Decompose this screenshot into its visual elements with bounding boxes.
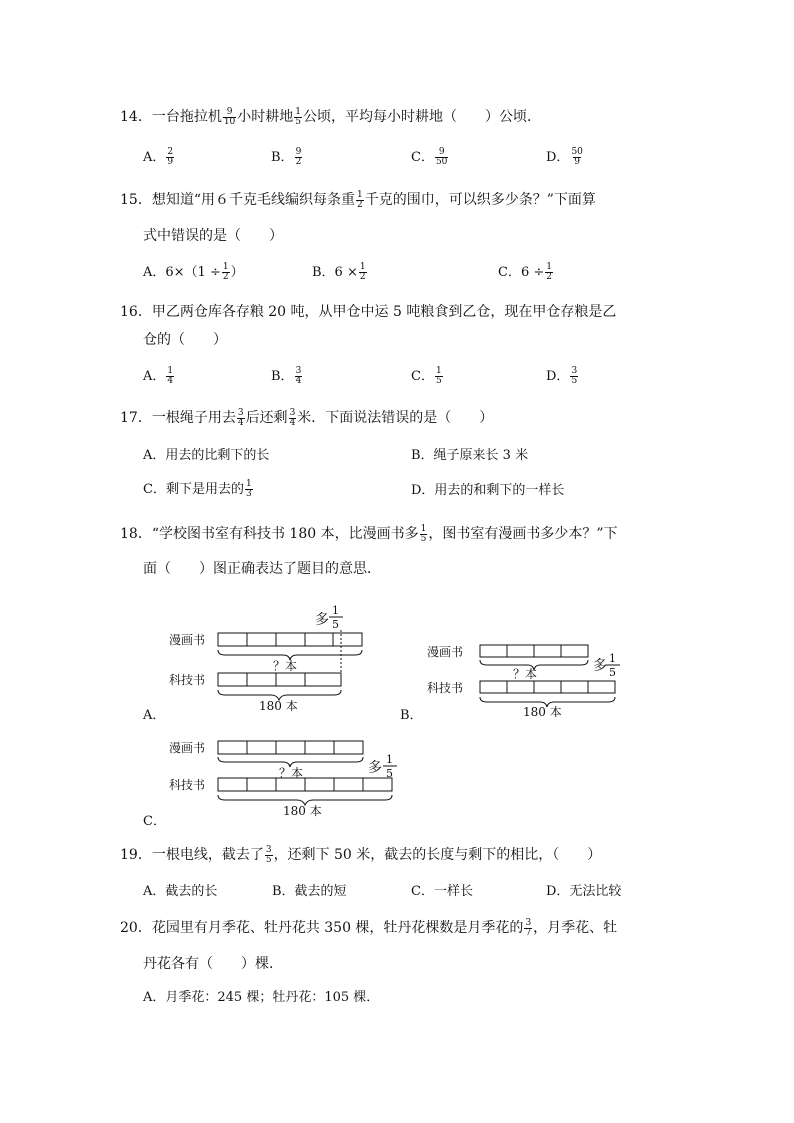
q19-option-d[interactable]: D．无法比较 (546, 884, 622, 899)
svg-text:1: 1 (609, 652, 616, 665)
q17-stem: 17．一根绳子用去 $\frac{3}{4}$ 后还剩 $\frac{3}{4}$ 米．下面说法错误的是（ ） (120, 407, 494, 428)
svg-text:？本: ？本 (279, 766, 304, 780)
q19-option-a[interactable]: A．截去的长 (143, 884, 218, 899)
q14-stem: 14．一台拖拉机 $\frac{9}{10}$ 小时耕地 $\frac{1}{5}$ 公顷，平均每小时耕地（ ）公顷． (120, 106, 542, 127)
q19-stem: 19．一根电线，截去了 $\frac{3}{5}$ ，还剩下 50 米，截去的长度与剩下的相比，（ ） (120, 844, 602, 865)
svg-text:1: 1 (332, 604, 339, 617)
q18-diagram-c[interactable] (165, 735, 410, 820)
q17-option-a[interactable]: A．用去的比剩下的长 (143, 448, 270, 463)
q20-option-a[interactable]: A．月季花：245 棵；牡丹花：105 棵． (143, 990, 380, 1005)
q18-diagram-b[interactable] (425, 640, 635, 720)
svg-text:5: 5 (386, 767, 393, 780)
q19-option-c[interactable]: C．一样长 (411, 884, 473, 899)
q15-stem: 15．想知道“用６千克毛线编织每条重 $\frac{1}{2}$ 千克的围巾，可以织多少条？”下面算 (120, 189, 596, 210)
q18-option-b-label[interactable]: B． (400, 708, 423, 723)
svg-text:1: 1 (386, 753, 393, 766)
q16-stem-line2: 仓的（ ） (143, 332, 227, 348)
q16-option-b[interactable]: B． $\frac{3}{4}$ (271, 366, 302, 386)
q17-option-c[interactable]: C．剩下是用去的 $\frac{1}{3}$ (143, 479, 252, 499)
q18-stem: 18．“学校图书室有科技书 180 本，比漫画书多 $\frac{1}{5}$ ，图书室有漫画书多少本？”下 (120, 523, 618, 544)
q16-option-c[interactable]: C． $\frac{1}{5}$ (411, 366, 442, 386)
q16-option-a[interactable]: A． $\frac{1}{4}$ (143, 366, 174, 386)
svg-text:5: 5 (609, 666, 616, 679)
fraction: $\frac{3}{4}$ (289, 407, 296, 428)
svg-text:？本: ？本 (513, 667, 538, 681)
q18-option-a-label[interactable]: A． (143, 708, 166, 723)
svg-text:多: 多 (315, 612, 329, 628)
fraction: $\frac{3}{7}$ (525, 917, 532, 938)
q15-stem-line2: 式中错误的是（ ） (143, 228, 283, 244)
q15-option-c[interactable]: C．6 ÷ $\frac{1}{2}$ (498, 262, 552, 282)
svg-text:科技书: 科技书 (169, 673, 206, 687)
svg-text:多: 多 (593, 658, 607, 674)
q18-diagram-a[interactable] (165, 600, 405, 715)
q15-option-b[interactable]: B．6 × $\frac{1}{2}$ (312, 262, 366, 282)
q15-option-a[interactable]: A．6×（1 ÷ $\frac{1}{2}$ ） (143, 262, 244, 282)
q19-option-b[interactable]: B．截去的短 (272, 884, 347, 899)
q20-stem-line2: 丹花各有（ ）棵． (143, 956, 283, 972)
svg-text:科技书: 科技书 (427, 681, 464, 695)
svg-text:180 本: 180 本 (523, 705, 562, 719)
svg-text:多: 多 (368, 760, 382, 776)
q16-stem: 16．甲乙两仓库各存粮 20 吨，从甲仓中运 5 吨粮食到乙仓，现在甲仓存粮是乙 (120, 304, 617, 320)
fraction: $\frac{1}{5}$ (295, 106, 302, 127)
svg-text:180 本: 180 本 (259, 699, 298, 713)
fraction: $\frac{1}{2}$ (356, 189, 363, 210)
fraction: $\frac{9}{10}$ (223, 106, 236, 127)
svg-text:5: 5 (332, 618, 339, 631)
svg-text:漫画书: 漫画书 (427, 645, 464, 659)
q20-stem: 20．花园里有月季花、牡丹花共 350 棵，牡丹花棵数是月季花的 $\frac{3}{7}$ ，月季花、牡 (120, 917, 618, 938)
q14-option-b[interactable]: B． $\frac{9}{2}$ (271, 147, 302, 167)
fraction: $\frac{3}{5}$ (265, 844, 272, 865)
q18-stem-line2: 面（ ）图正确表达了题目的意思． (143, 561, 381, 577)
fraction: $\frac{1}{5}$ (420, 523, 427, 544)
svg-text:？本: ？本 (273, 659, 298, 673)
q14-option-a[interactable]: A． $\frac{2}{9}$ (143, 147, 174, 167)
q14-option-d[interactable]: D． $\frac{50}{9}$ (546, 147, 583, 167)
svg-text:漫画书: 漫画书 (169, 633, 206, 647)
q17-option-d[interactable]: D．用去的和剩下的一样长 (411, 483, 565, 498)
q17-option-b[interactable]: B．绳子原来长 3 米 (411, 448, 529, 463)
svg-text:180 本: 180 本 (283, 804, 322, 818)
svg-text:漫画书: 漫画书 (169, 741, 206, 755)
q16-option-d[interactable]: D． $\frac{3}{5}$ (546, 366, 578, 386)
q14-option-c[interactable]: C． $\frac{9}{50}$ (411, 147, 448, 167)
q18-option-c-label[interactable]: C． (143, 814, 166, 829)
svg-text:科技书: 科技书 (169, 778, 206, 792)
fraction: $\frac{3}{4}$ (237, 407, 244, 428)
